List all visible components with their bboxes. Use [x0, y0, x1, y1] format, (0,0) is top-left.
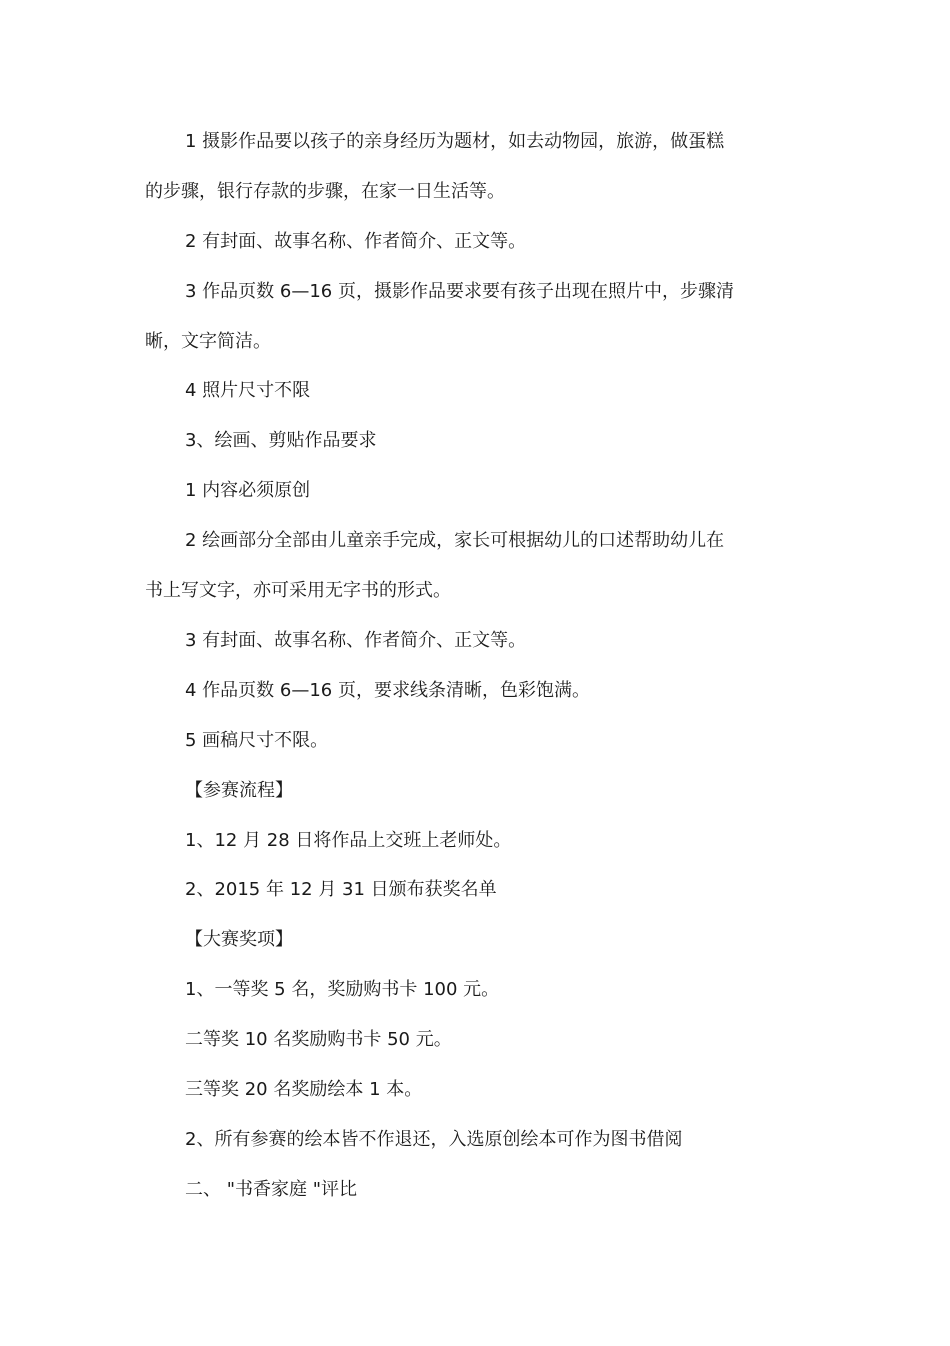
paragraph-line: 二等奖 10 名奖励购书卡 50 元。 [185, 1029, 452, 1050]
paragraph-line: 4 照片尺寸不限 [185, 380, 311, 401]
paragraph-line: 晰，文字简洁。 [145, 331, 271, 352]
paragraph-line: 2 有封面、故事名称、作者简介、正文等。 [185, 231, 527, 252]
section-heading: 【大赛奖项】 [185, 929, 293, 950]
paragraph-line: 1 内容必须原创 [185, 480, 311, 501]
paragraph-line: 5 画稿尺寸不限。 [185, 730, 329, 751]
paragraph-line: 1、12 月 28 日将作品上交班上老师处。 [185, 830, 512, 851]
paragraph-line: 4 作品页数 6—16 页，要求线条清晰，色彩饱满。 [185, 680, 590, 701]
paragraph-line: 2 绘画部分全部由儿童亲手完成，家长可根据幼儿的口述帮助幼儿在 [185, 530, 725, 551]
paragraph-line: 1 摄影作品要以孩子的亲身经历为题材，如去动物园，旅游，做蛋糕 [185, 131, 725, 152]
paragraph-line: 三等奖 20 名奖励绘本 1 本。 [185, 1079, 423, 1100]
section-heading: 3、绘画、剪贴作品要求 [185, 430, 377, 451]
section-heading: 二、 "书香家庭 "评比 [185, 1179, 358, 1200]
paragraph-line: 1、一等奖 5 名，奖励购书卡 100 元。 [185, 979, 500, 1000]
paragraph-line: 2、2015 年 12 月 31 日颁布获奖名单 [185, 879, 497, 900]
paragraph-line: 的步骤，银行存款的步骤，在家一日生活等。 [145, 181, 505, 202]
paragraph-line: 书上写文字，亦可采用无字书的形式。 [145, 580, 451, 601]
section-heading: 【参赛流程】 [185, 780, 293, 801]
paragraph-line: 3 作品页数 6—16 页，摄影作品要求要有孩子出现在照片中，步骤清 [185, 281, 734, 302]
paragraph-line: 2、所有参赛的绘本皆不作退还，入选原创绘本可作为图书借阅 [185, 1129, 683, 1150]
paragraph-line: 3 有封面、故事名称、作者简介、正文等。 [185, 630, 527, 651]
